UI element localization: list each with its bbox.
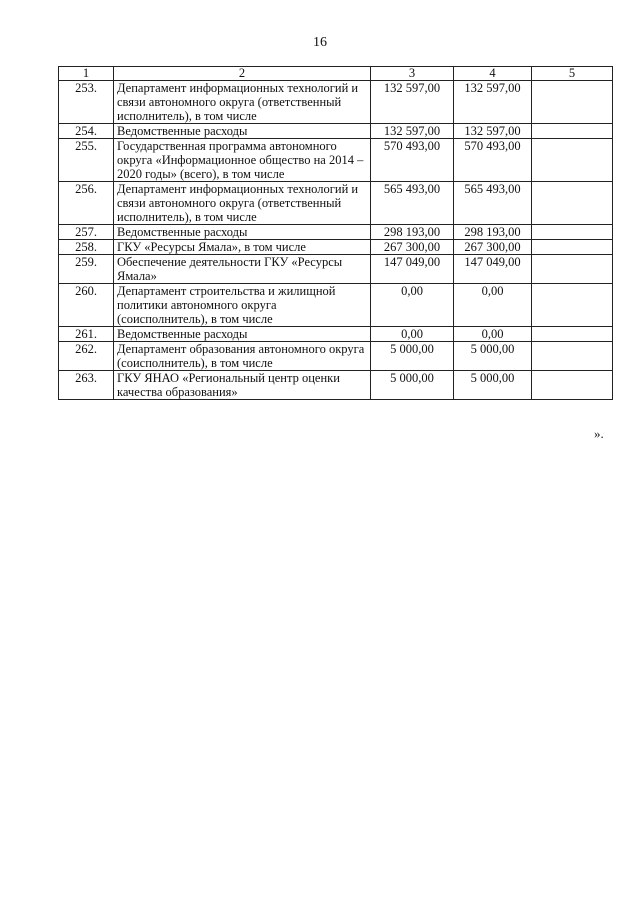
row-amount-col3-cell: 132 597,00: [371, 124, 454, 139]
row-amount-col5-cell: [532, 225, 613, 240]
table-header-row: [59, 67, 613, 81]
row-number-cell: 262.: [59, 342, 114, 371]
row-number-cell: 253.: [59, 81, 114, 124]
row-amount-col5-cell: [532, 81, 613, 124]
row-name-cell: ГКУ «Ресурсы Ямала», в том числе: [114, 240, 371, 255]
row-number-cell: 259.: [59, 255, 114, 284]
row-amount-col4-cell: 132 597,00: [454, 81, 532, 124]
row-amount-col3-cell: 132 597,00: [371, 81, 454, 124]
budget-table: [58, 66, 613, 400]
row-amount-col5-cell: [532, 139, 613, 182]
column-header-5: 5: [532, 67, 613, 81]
row-name-cell: Ведомственные расходы: [114, 327, 371, 342]
table-row: [59, 139, 613, 182]
row-number-cell: 258.: [59, 240, 114, 255]
row-amount-col5-cell: [532, 327, 613, 342]
page-number: 16: [313, 35, 327, 50]
row-amount-col3-cell: 298 193,00: [371, 225, 454, 240]
row-number-cell: 263.: [59, 371, 114, 400]
column-header-4: 4: [454, 67, 532, 81]
row-amount-col3-cell: 5 000,00: [371, 342, 454, 371]
row-name-cell: Департамент образования автономного округа (соисполнитель), в том числе: [114, 342, 371, 371]
table-row: [59, 371, 613, 400]
row-number-cell: 255.: [59, 139, 114, 182]
row-amount-col4-cell: 5 000,00: [454, 371, 532, 400]
row-amount-col4-cell: 298 193,00: [454, 225, 532, 240]
row-amount-col5-cell: [532, 124, 613, 139]
row-name-cell: Ведомственные расходы: [114, 225, 371, 240]
row-amount-col3-cell: 570 493,00: [371, 139, 454, 182]
table-row: [59, 342, 613, 371]
row-amount-col3-cell: 565 493,00: [371, 182, 454, 225]
table-row: [59, 124, 613, 139]
row-number-cell: 260.: [59, 284, 114, 327]
row-name-cell: Департамент строительства и жилищной политики автономного округа (соисполнитель), в том числе: [114, 284, 371, 327]
row-number-cell: 254.: [59, 124, 114, 139]
table-row: [59, 225, 613, 240]
row-amount-col5-cell: [532, 182, 613, 225]
row-amount-col5-cell: [532, 284, 613, 327]
row-amount-col4-cell: 5 000,00: [454, 342, 532, 371]
row-name-cell: Ведомственные расходы: [114, 124, 371, 139]
row-name-cell: Департамент информационных технологий и связи автономного округа (ответственный исполнитель), в том числе: [114, 182, 371, 225]
column-header-1: 1: [59, 67, 114, 81]
row-name-cell: Государственная программа автономного округа «Информационное общество на 2014 – 2020 годы» (всего), в том числе: [114, 139, 371, 182]
closing-quote-mark: ».: [594, 426, 604, 441]
row-amount-col4-cell: 0,00: [454, 284, 532, 327]
column-header-3: 3: [371, 67, 454, 81]
table-row: [59, 255, 613, 284]
table-row: [59, 327, 613, 342]
row-amount-col5-cell: [532, 240, 613, 255]
row-amount-col3-cell: 0,00: [371, 327, 454, 342]
table-row: [59, 240, 613, 255]
row-number-cell: 256.: [59, 182, 114, 225]
row-amount-col5-cell: [532, 371, 613, 400]
row-name-cell: Департамент информационных технологий и связи автономного округа (ответственный исполнитель), в том числе: [114, 81, 371, 124]
row-amount-col4-cell: 132 597,00: [454, 124, 532, 139]
column-header-2: 2: [114, 67, 371, 81]
row-amount-col3-cell: 0,00: [371, 284, 454, 327]
row-number-cell: 261.: [59, 327, 114, 342]
row-amount-col4-cell: 147 049,00: [454, 255, 532, 284]
row-amount-col5-cell: [532, 255, 613, 284]
row-amount-col3-cell: 5 000,00: [371, 371, 454, 400]
table-row: [59, 81, 613, 124]
row-amount-col4-cell: 0,00: [454, 327, 532, 342]
row-name-cell: Обеспечение деятельности ГКУ «Ресурсы Ямала»: [114, 255, 371, 284]
row-number-cell: 257.: [59, 225, 114, 240]
row-amount-col3-cell: 147 049,00: [371, 255, 454, 284]
row-amount-col3-cell: 267 300,00: [371, 240, 454, 255]
table-row: [59, 284, 613, 327]
table-row: [59, 182, 613, 225]
row-amount-col4-cell: 267 300,00: [454, 240, 532, 255]
row-name-cell: ГКУ ЯНАО «Региональный центр оценки качества образования»: [114, 371, 371, 400]
table-body: [59, 81, 613, 400]
row-amount-col4-cell: 570 493,00: [454, 139, 532, 182]
row-amount-col5-cell: [532, 342, 613, 371]
row-amount-col4-cell: 565 493,00: [454, 182, 532, 225]
